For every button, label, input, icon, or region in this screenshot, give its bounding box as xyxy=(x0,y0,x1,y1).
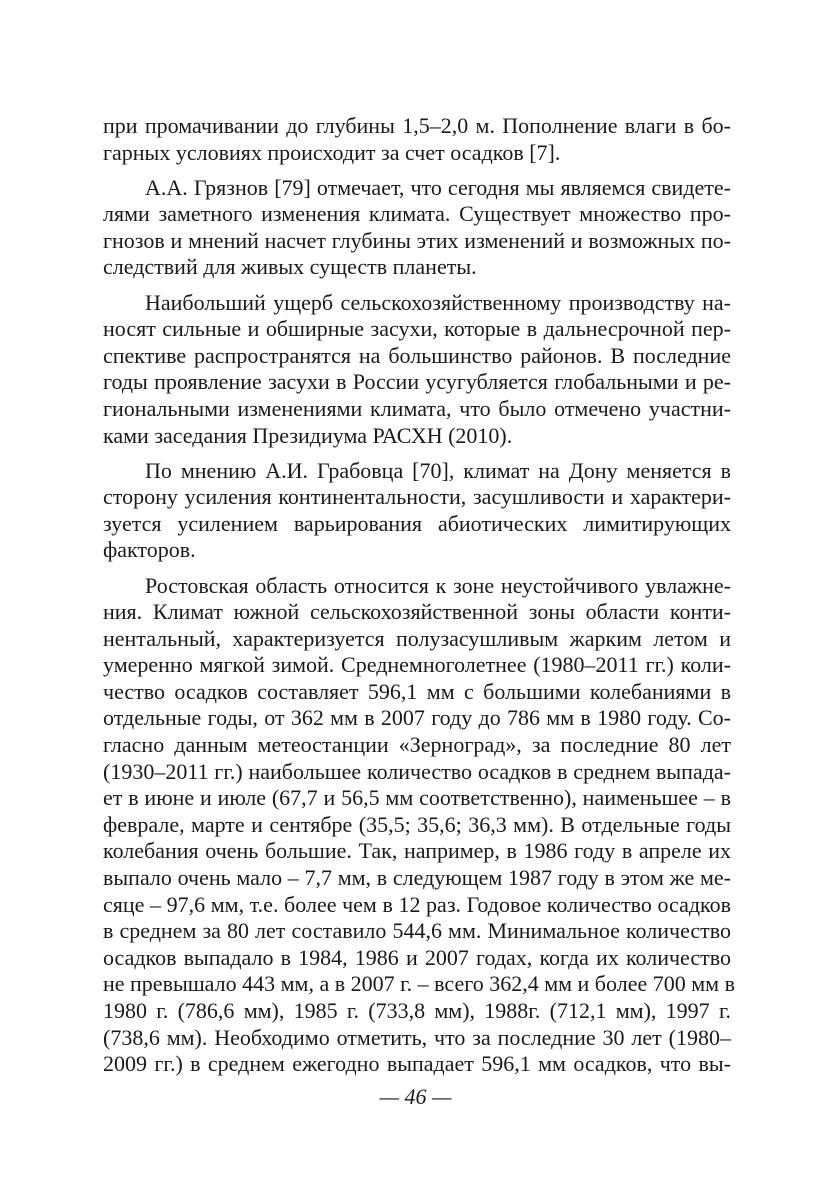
text-line: умеренно мягкой зимой. Среднемноголетнее (1980–2011 гг.) коли- xyxy=(103,652,731,678)
text-line: гиональными изменениями климата, что было отмечено участни- xyxy=(103,395,731,421)
text-line: По мнению А.И. Грабовца [70], климат на Дону меняется в xyxy=(145,457,731,483)
text-line: спективе распространятся на большинство районов. В последние xyxy=(103,342,731,368)
page-number: — 46 — xyxy=(379,1084,452,1109)
text-line: гарных условиях происходит за счет осадков [7]. xyxy=(103,139,561,165)
body-text xyxy=(103,113,735,1078)
text-line: факторов. xyxy=(103,537,196,563)
text-line: зуется усилением варьирования абиотических лимитирующих xyxy=(103,510,731,536)
text-line: гнозов и мнений насчет глубины этих изменений и возможных по- xyxy=(103,227,731,253)
text-line: лями заметного изменения климата. Существует множество про- xyxy=(103,201,731,227)
text-line: (738,6 мм). Необходимо отметить, что за последние 30 лет (1980– xyxy=(103,1024,731,1050)
text-line: ния. Климат южной сельскохозяйственной зоны области конти- xyxy=(103,599,731,625)
text-line: следствий для живых существ планеты. xyxy=(103,254,477,280)
text-line: А.А. Грязнов [79] отмечает, что сегодня мы являемся свидете- xyxy=(145,174,731,200)
text-line: колебания очень большие. Так, например, в 1986 году в апреле их xyxy=(103,838,731,864)
text-line: 1980 г. (786,6 мм), 1985 г. (733,8 мм), 1988г. (712,1 мм), 1997 г. xyxy=(103,998,731,1023)
text-line: сторону усиления континентальности, засушливости и характери- xyxy=(103,484,731,510)
text-line: отдельные годы, от 362 мм в 2007 году до 786 мм в 1980 году. Со- xyxy=(103,705,731,731)
text-line: годы проявление засухи в России усугубляется глобальными и ре- xyxy=(103,369,731,395)
text-line: 2009 гг.) в среднем ежегодно выпадает 596,1 мм осадков, что вы- xyxy=(103,1051,731,1077)
text-line: чество осадков составляет 596,1 мм с большими колебаниями в xyxy=(103,678,731,704)
text-line: сяце – 97,6 мм, т.е. более чем в 12 раз. Годовое количество осадков xyxy=(103,891,731,917)
text-line: гласно данным метеостанции «Зерноград», за последние 80 лет xyxy=(103,732,731,758)
text-line: не превышало 443 мм, а в 2007 г. – всего 362,4 мм и более 700 мм в xyxy=(103,971,735,997)
text-line: ками заседания Президиума РАСХН (2010). xyxy=(103,422,513,448)
text-line: Ростовская область относится к зоне неустойчивого увлажне- xyxy=(145,572,731,598)
text-line: нентальный, характеризуется полузасушливым жарким летом и xyxy=(103,625,731,651)
text-line: носят сильные и обширные засухи, которые в дальнесрочной пер- xyxy=(103,316,731,342)
text-line: ет в июне и июле (67,7 и 56,5 мм соответственно), наименьшее – в xyxy=(103,785,731,811)
text-line: осадков выпадало в 1984, 1986 и 2007 годах, когда их количество xyxy=(103,944,731,970)
text-line: при промачивании до глубины 1,5–2,0 м. Пополнение влаги в бо- xyxy=(103,113,731,138)
text-line: феврале, марте и сентябре (35,5; 35,6; 36,3 мм). В отдельные годы xyxy=(103,811,731,837)
text-line: в среднем за 80 лет составило 544,6 мм. Минимальное количество xyxy=(103,918,731,944)
text-line: (1930–2011 гг.) наибольшее количество осадков в среднем выпада- xyxy=(103,758,731,784)
text-line: Наибольший ущерб сельскохозяйственному производству на- xyxy=(145,289,731,315)
text-line: выпало очень мало – 7,7 мм, в следующем 1987 году в этом же ме- xyxy=(103,865,731,891)
